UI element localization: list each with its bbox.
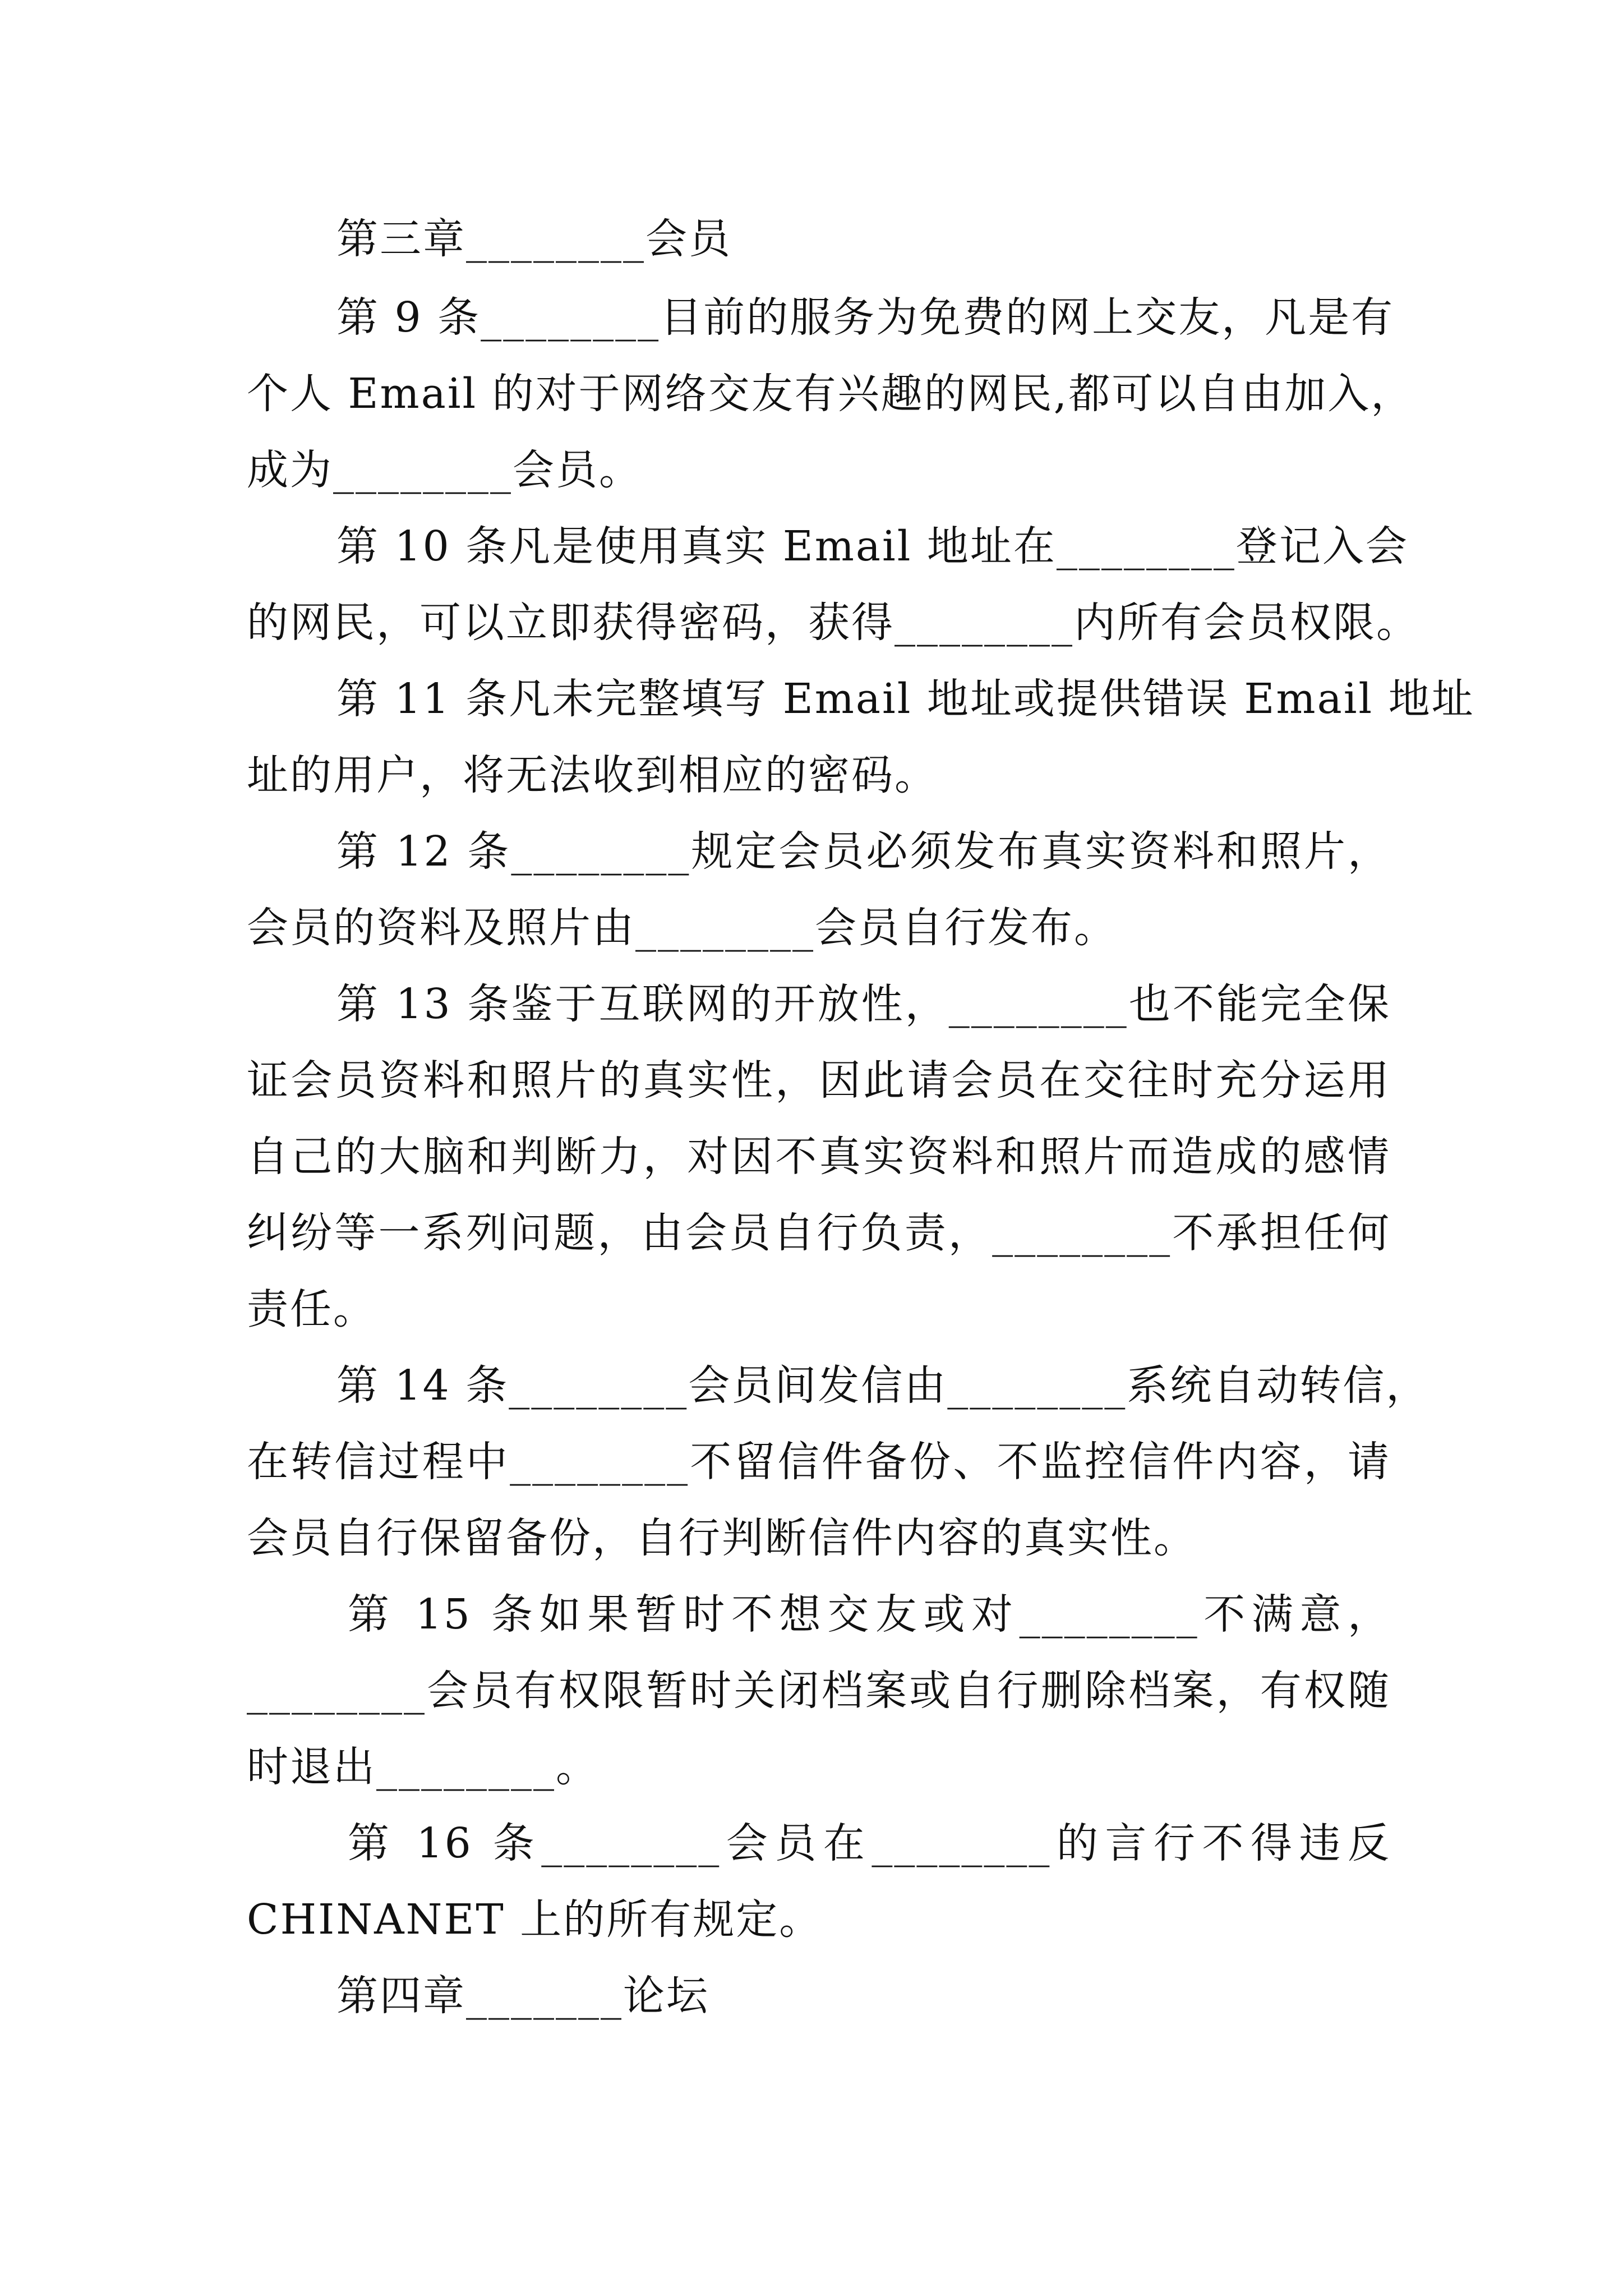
- article-9-line-3: 成为________会员。: [247, 446, 642, 494]
- article-14-line-2: 在转信过程中________不留信件备份、不监控信件内容，请: [247, 1438, 1391, 1486]
- article-15-line-2: ________会员有权限暂时关闭档案或自行删除档案，有权随: [247, 1667, 1391, 1715]
- article-10-line-1: 第 10 条凡是使用真实 Email 地址在________登记入会: [336, 522, 1409, 570]
- article-16-line-1: 第 16 条________会员在________的言行不得违反: [348, 1819, 1391, 1867]
- article-11-line-2: 址的用户，将无法收到相应的密码。: [247, 751, 938, 799]
- article-10-line-2: 的网民，可以立即获得密码，获得________内所有会员权限。: [247, 599, 1419, 647]
- article-13-line-4: 纠纷等一系列问题，由会员自行负责，________不承担任何: [247, 1209, 1391, 1257]
- article-13-line-2: 证会员资料和照片的真实性，因此请会员在交往时充分运用: [247, 1056, 1391, 1105]
- article-16-line-2: CHINANET 上的所有规定。: [247, 1895, 823, 1944]
- article-13-line-3: 自己的大脑和判断力，对因不真实资料和照片而造成的感情: [247, 1133, 1391, 1181]
- article-15-line-1: 第 15 条如果暂时不想交友或对________不满意，: [348, 1590, 1391, 1639]
- article-12-line-1: 第 12 条________规定会员必须发布真实资料和照片，: [336, 827, 1391, 876]
- article-9-line-2: 个人 Email 的对于网络交友有兴趣的网民,都可以自由加入，: [247, 370, 1414, 418]
- article-9-line-1: 第 9 条________目前的服务为免费的网上交友，凡是有: [336, 293, 1395, 342]
- chapter-3-heading: 第三章________会员: [336, 215, 732, 263]
- article-11-line-1: 第 11 条凡未完整填写 Email 地址或提供错误 Email 地址: [336, 675, 1475, 723]
- article-14-line-3: 会员自行保留备份，自行判断信件内容的真实性。: [247, 1514, 1197, 1562]
- article-14-line-1: 第 14 条________会员间发信由________系统自动转信，: [336, 1361, 1430, 1410]
- article-13-line-1: 第 13 条鉴于互联网的开放性，________也不能完全保: [336, 980, 1391, 1028]
- article-13-line-5: 责任。: [247, 1285, 376, 1333]
- chapter-4-heading: 第四章_______论坛: [336, 1972, 709, 2020]
- article-15-line-3: 时退出________。: [247, 1743, 599, 1791]
- article-12-line-2: 会员的资料及照片由________会员自行发布。: [247, 904, 1117, 952]
